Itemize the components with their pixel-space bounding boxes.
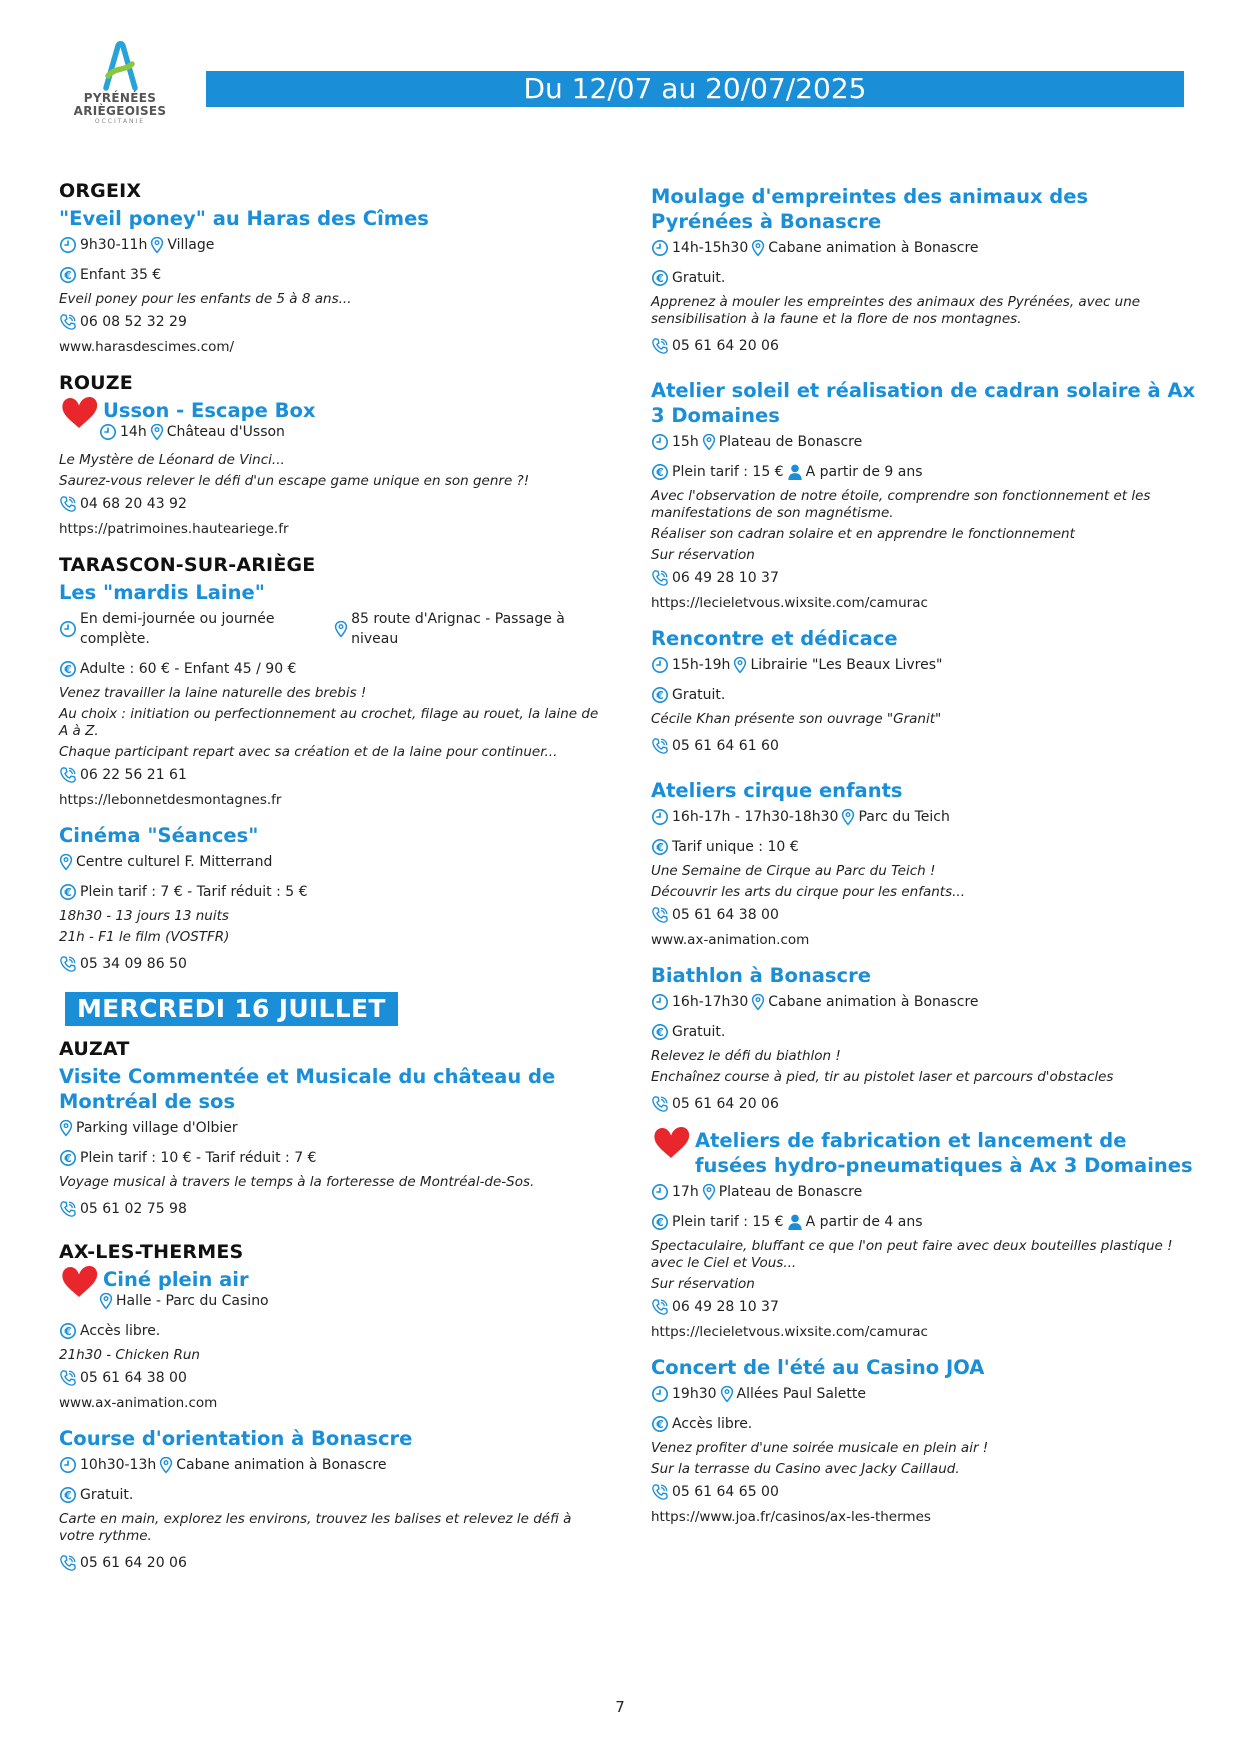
event-place: Village: [167, 237, 215, 253]
event-age: A partir de 9 ans: [805, 464, 923, 480]
event-title: Course d'orientation à Bonascre: [59, 1427, 413, 1450]
event-title-text: Usson - Escape Box: [103, 399, 316, 422]
event-place: 85 route d'Arignac - Passage à niveau: [351, 611, 565, 647]
event-price: [59, 1321, 599, 1341]
event-price-text: Plein tarif : 15 €: [672, 1214, 784, 1230]
event-phone-number: 05 61 64 65 00: [672, 1484, 779, 1500]
phone-icon: [59, 1554, 77, 1572]
event-description: Une Semaine de Cirque au Parc du Teich !: [651, 863, 936, 879]
event-phone-number: 06 08 52 32 29: [80, 314, 187, 330]
event-place: Parc du Teich: [858, 809, 950, 825]
pyrenees-ariegeoises-logo: [72, 40, 168, 125]
euro-icon: [651, 463, 669, 481]
event-place: Allées Paul Salette: [736, 1386, 867, 1402]
event-price-text: Gratuit.: [672, 1024, 726, 1040]
euro-icon: [651, 1213, 669, 1231]
event-price-text: Accès libre.: [672, 1416, 753, 1432]
euro-icon: [651, 1023, 669, 1041]
event-title: "Eveil poney" au Haras des Cîmes: [59, 207, 429, 230]
event-price: [651, 1414, 1196, 1434]
event-title: Visite Commentée et Musicale du château de Montréal de sos: [59, 1065, 556, 1113]
logo-mark-icon: [97, 40, 143, 92]
clock-icon: [651, 1183, 669, 1201]
event-description: Carte en main, explorez les environs, trouvez les balises et relevez le défi à votre rythme.: [59, 1511, 572, 1544]
location-pin-icon: [702, 1183, 716, 1201]
page-number: 7: [615, 1698, 625, 1716]
event-title: Moulage d'empreintes des animaux des Pyrénées à Bonascre: [651, 185, 1089, 233]
euro-icon: [59, 1149, 77, 1167]
right-column: [651, 184, 1196, 1540]
event-description: Découvrir les arts du cirque pour les enfants...: [651, 884, 966, 900]
clock-icon: [59, 1456, 77, 1474]
event-price-text: Tarif unique : 10 €: [672, 839, 799, 855]
phone-icon: [59, 1369, 77, 1387]
location-pin-icon: [150, 236, 164, 254]
phone-icon: [651, 737, 669, 755]
euro-icon: [59, 660, 77, 678]
logo-line-2: ARIÈGEOISES: [73, 104, 167, 118]
event-description: Au choix : initiation ou perfectionnement au crochet, filage au rouet, la laine de A à Z.: [59, 706, 599, 739]
clock-icon: [651, 808, 669, 826]
event-description: Venez travailler la laine naturelle des brebis !: [59, 685, 367, 701]
event-description: Eveil poney pour les enfants de 5 à 8 ans...: [59, 291, 352, 307]
clock-icon: [59, 236, 77, 254]
event-place: Librairie "Les Beaux Livres": [750, 657, 943, 673]
date-range-banner: Du 12/07 au 20/07/2025: [206, 71, 1184, 107]
event-description: Sur la terrasse du Casino avec Jacky Caillaud.: [651, 1461, 960, 1477]
phone-icon: [651, 1095, 669, 1113]
event-time-place: [651, 1384, 1196, 1404]
euro-icon: [59, 1486, 77, 1504]
event-price: [651, 685, 1196, 705]
event-url[interactable]: www.ax-animation.com: [59, 1395, 218, 1411]
phone-icon: [59, 766, 77, 784]
event-title: Cinéma "Séances": [59, 824, 259, 847]
location-pin-icon: [59, 1119, 73, 1137]
event-price: [651, 1022, 1196, 1042]
event-price: [59, 659, 599, 679]
euro-icon: [59, 266, 77, 284]
event-price-text: Adulte : 60 € - Enfant 45 / 90 €: [80, 661, 297, 677]
event-phone: [59, 1553, 599, 1573]
euro-icon: [59, 1322, 77, 1340]
day-heading: MERCREDI 16 JUILLET: [65, 992, 398, 1026]
event-place: Cabane animation à Bonascre: [768, 240, 979, 256]
phone-icon: [651, 906, 669, 924]
location-pin-icon: [159, 1456, 173, 1474]
event-phone: [59, 312, 599, 332]
event-time: 15h-19h: [672, 657, 731, 673]
event-price-text: Gratuit.: [80, 1487, 134, 1503]
event-description: Chaque participant repart avec sa création et de la laine pour continuer...: [59, 744, 558, 760]
location-pin-icon: [720, 1385, 734, 1403]
event-phone: [651, 1094, 1196, 1114]
event-time: 19h30: [672, 1386, 717, 1402]
town-heading-orgeix: ORGEIX: [59, 180, 142, 202]
event-description: Spectaculaire, bluffant ce que l'on peut faire avec deux bouteilles plastique ! avec le Ciel et Vous...: [651, 1238, 1173, 1271]
phone-icon: [59, 955, 77, 973]
event-price: [59, 265, 599, 285]
event-phone: [59, 765, 599, 785]
event-time: 14h: [120, 424, 147, 440]
event-place: Halle - Parc du Casino: [116, 1293, 269, 1309]
event-phone: [651, 1297, 1196, 1317]
event-price: [651, 268, 1196, 288]
event-description: Sur réservation: [651, 547, 755, 563]
location-pin-icon: [334, 620, 348, 638]
event-place: Cabane animation à Bonascre: [768, 994, 979, 1010]
event-price: [59, 882, 599, 902]
town-heading-auzat: AUZAT: [59, 1038, 130, 1060]
event-place: Plateau de Bonascre: [718, 1184, 863, 1200]
event-time: 16h-17h30: [672, 994, 749, 1010]
event-price-text: Plein tarif : 15 €: [672, 464, 784, 480]
euro-icon: [651, 1415, 669, 1433]
event-price-text: Plein tarif : 7 € - Tarif réduit : 5 €: [80, 884, 308, 900]
event-phone-number: 05 61 64 38 00: [672, 907, 779, 923]
event-url[interactable]: https://patrimoines.hauteariege.fr: [59, 521, 289, 537]
event-age: A partir de 4 ans: [805, 1214, 923, 1230]
location-pin-icon: [702, 433, 716, 451]
euro-icon: [651, 686, 669, 704]
logo-line-3: OCCITANIE: [94, 118, 146, 125]
clock-icon: [59, 620, 77, 638]
event-phone-number: 05 34 09 86 50: [80, 956, 187, 972]
event-phone: [651, 1482, 1196, 1502]
phone-icon: [59, 495, 77, 513]
town-heading-rouze: ROUZE: [59, 372, 133, 394]
event-url[interactable]: https://www.joa.fr/casinos/ax-les-thermes: [651, 1509, 931, 1525]
event-description: Le Mystère de Léonard de Vinci...: [59, 452, 285, 468]
event-description: Relevez le défi du biathlon !: [651, 1048, 841, 1064]
clock-icon: [651, 656, 669, 674]
event-time-place: [59, 422, 599, 442]
event-phone-number: 05 61 64 20 06: [672, 338, 779, 354]
event-phone-number: 05 61 64 61 60: [672, 738, 779, 754]
event-title: Les "mardis Laine": [59, 581, 265, 604]
phone-icon: [59, 313, 77, 331]
event-time-place: [59, 235, 599, 255]
clock-icon: [651, 993, 669, 1011]
event-price-age: [651, 462, 1196, 482]
event-description: Réaliser son cadran solaire et en apprendre le fonctionnement: [651, 526, 1075, 542]
location-pin-icon: [59, 853, 73, 871]
phone-icon: [651, 1483, 669, 1501]
event-price-text: Accès libre.: [80, 1323, 161, 1339]
clock-icon: [99, 423, 117, 441]
event-time-place: [651, 992, 1196, 1012]
event-time-place: [651, 655, 1196, 675]
event-phone: [651, 336, 1196, 356]
event-title: Biathlon à Bonascre: [651, 964, 871, 987]
event-url[interactable]: https://lebonnetdesmontagnes.fr: [59, 792, 282, 808]
event-description: Venez profiter d'une soirée musicale en plein air !: [651, 1440, 989, 1456]
location-pin-icon: [733, 656, 747, 674]
event-price: [59, 1485, 599, 1505]
event-url[interactable]: https://lecieletvous.wixsite.com/camurac: [651, 1324, 928, 1340]
event-time: 16h-17h - 17h30-18h30: [672, 809, 839, 825]
location-pin-icon: [841, 808, 855, 826]
clock-icon: [651, 1385, 669, 1403]
event-phone: [59, 494, 599, 514]
event-time-place: [651, 432, 1196, 452]
event-time-place: [59, 609, 599, 649]
event-place: Cabane animation à Bonascre: [176, 1457, 387, 1473]
town-heading-ax: AX-LES-THERMES: [59, 1241, 244, 1263]
event-place: Plateau de Bonascre: [718, 434, 863, 450]
heart-icon: [59, 392, 99, 432]
phone-icon: [59, 1200, 77, 1218]
event-time: 10h30-13h: [80, 1457, 157, 1473]
event-description: Enchaînez course à pied, tir au pistolet laser et parcours d'obstacles: [651, 1069, 1114, 1085]
event-price-text: Gratuit.: [672, 270, 726, 286]
euro-icon: [651, 838, 669, 856]
event-place: Parking village d'Olbier: [76, 1120, 238, 1136]
event-time-place: [651, 238, 1196, 258]
event-description: Cécile Khan présente son ouvrage "Granit": [651, 711, 942, 727]
event-phone-number: 05 61 02 75 98: [80, 1201, 187, 1217]
event-url[interactable]: www.ax-animation.com: [651, 932, 810, 948]
location-pin-icon: [751, 239, 765, 257]
event-phone-number: 05 61 64 38 00: [80, 1370, 187, 1386]
event-title: Rencontre et dédicace: [651, 627, 898, 650]
event-title-favorite: [651, 1128, 1196, 1178]
event-time: 15h: [672, 434, 699, 450]
event-place: Centre culturel F. Mitterrand: [76, 854, 273, 870]
event-description: Apprenez à mouler les empreintes des animaux des Pyrénées, avec une sensibilisation à la faune et la flore de nos montagnes.: [651, 294, 1141, 327]
clock-icon: [651, 239, 669, 257]
event-description: 21h - F1 le film (VOSTFR): [59, 929, 230, 945]
event-time: 9h30-11h: [80, 237, 148, 253]
event-description: 21h30 - Chicken Run: [59, 1347, 200, 1363]
phone-icon: [651, 1298, 669, 1316]
event-description: Voyage musical à travers le temps à la forteresse de Montréal-de-Sos.: [59, 1174, 535, 1190]
event-phone: [59, 1368, 599, 1388]
euro-icon: [651, 269, 669, 287]
event-place-line: [59, 852, 599, 872]
event-time: 14h-15h30: [672, 240, 749, 256]
event-time: 17h: [672, 1184, 699, 1200]
event-phone: [59, 954, 599, 974]
location-pin-icon: [751, 993, 765, 1011]
event-place-line: [59, 1118, 599, 1138]
event-description: Sur réservation: [651, 1276, 755, 1292]
location-pin-icon: [150, 423, 164, 441]
event-phone-number: 05 61 64 20 06: [672, 1096, 779, 1112]
event-phone-number: 05 61 64 20 06: [80, 1555, 187, 1571]
town-heading-tarascon: TARASCON-SUR-ARIÈGE: [59, 554, 316, 576]
event-price-text: Plein tarif : 10 € - Tarif réduit : 7 €: [80, 1150, 317, 1166]
event-description: Avec l'observation de notre étoile, comprendre son fonctionnement et les manifestations de son magnétisme.: [651, 488, 1151, 521]
event-time-place: [59, 1455, 599, 1475]
event-title: Ateliers cirque enfants: [651, 779, 903, 802]
event-description: 18h30 - 13 jours 13 nuits: [59, 908, 229, 924]
event-place: Château d'Usson: [166, 424, 285, 440]
event-time-place: [651, 1182, 1196, 1202]
event-phone-number: 06 22 56 21 61: [80, 767, 187, 783]
heart-icon: [651, 1122, 691, 1162]
event-title: Atelier soleil et réalisation de cadran solaire à Ax 3 Domaines: [651, 379, 1196, 427]
event-phone-number: 06 49 28 10 37: [672, 1299, 779, 1315]
event-url[interactable]: https://lecieletvous.wixsite.com/camurac: [651, 595, 928, 611]
event-price-text: Enfant 35 €: [80, 267, 162, 283]
person-icon: [787, 463, 803, 481]
event-phone-number: 06 49 28 10 37: [672, 570, 779, 586]
clock-icon: [651, 433, 669, 451]
event-url[interactable]: www.harasdescimes.com/: [59, 339, 235, 355]
event-time-place: [651, 807, 1196, 827]
location-pin-icon: [99, 1292, 113, 1310]
event-description: Saurez-vous relever le défi d'un escape game unique en son genre ?!: [59, 473, 530, 489]
event-title: Concert de l'été au Casino JOA: [651, 1356, 985, 1379]
event-title-text: Ateliers de fabrication et lancement de fusées hydro-pneumatiques à Ax 3 Domaines: [695, 1129, 1193, 1177]
left-column: [59, 178, 599, 1577]
event-phone: [651, 905, 1196, 925]
event-phone-number: 04 68 20 43 92: [80, 496, 187, 512]
heart-icon: [59, 1261, 99, 1301]
euro-icon: [59, 883, 77, 901]
person-icon: [787, 1213, 803, 1231]
event-phone: [651, 568, 1196, 588]
event-time: En demi-journée ou journée complète.: [80, 611, 275, 647]
event-place-line: [59, 1291, 599, 1311]
event-price-age: [651, 1212, 1196, 1232]
event-price: [59, 1148, 599, 1168]
phone-icon: [651, 337, 669, 355]
event-price-text: Gratuit.: [672, 687, 726, 703]
phone-icon: [651, 569, 669, 587]
event-title-text: Ciné plein air: [103, 1268, 249, 1291]
event-phone: [651, 736, 1196, 756]
event-price: [651, 837, 1196, 857]
event-phone: [59, 1199, 599, 1219]
logo-line-1: PYRÉNÉES: [83, 91, 157, 105]
